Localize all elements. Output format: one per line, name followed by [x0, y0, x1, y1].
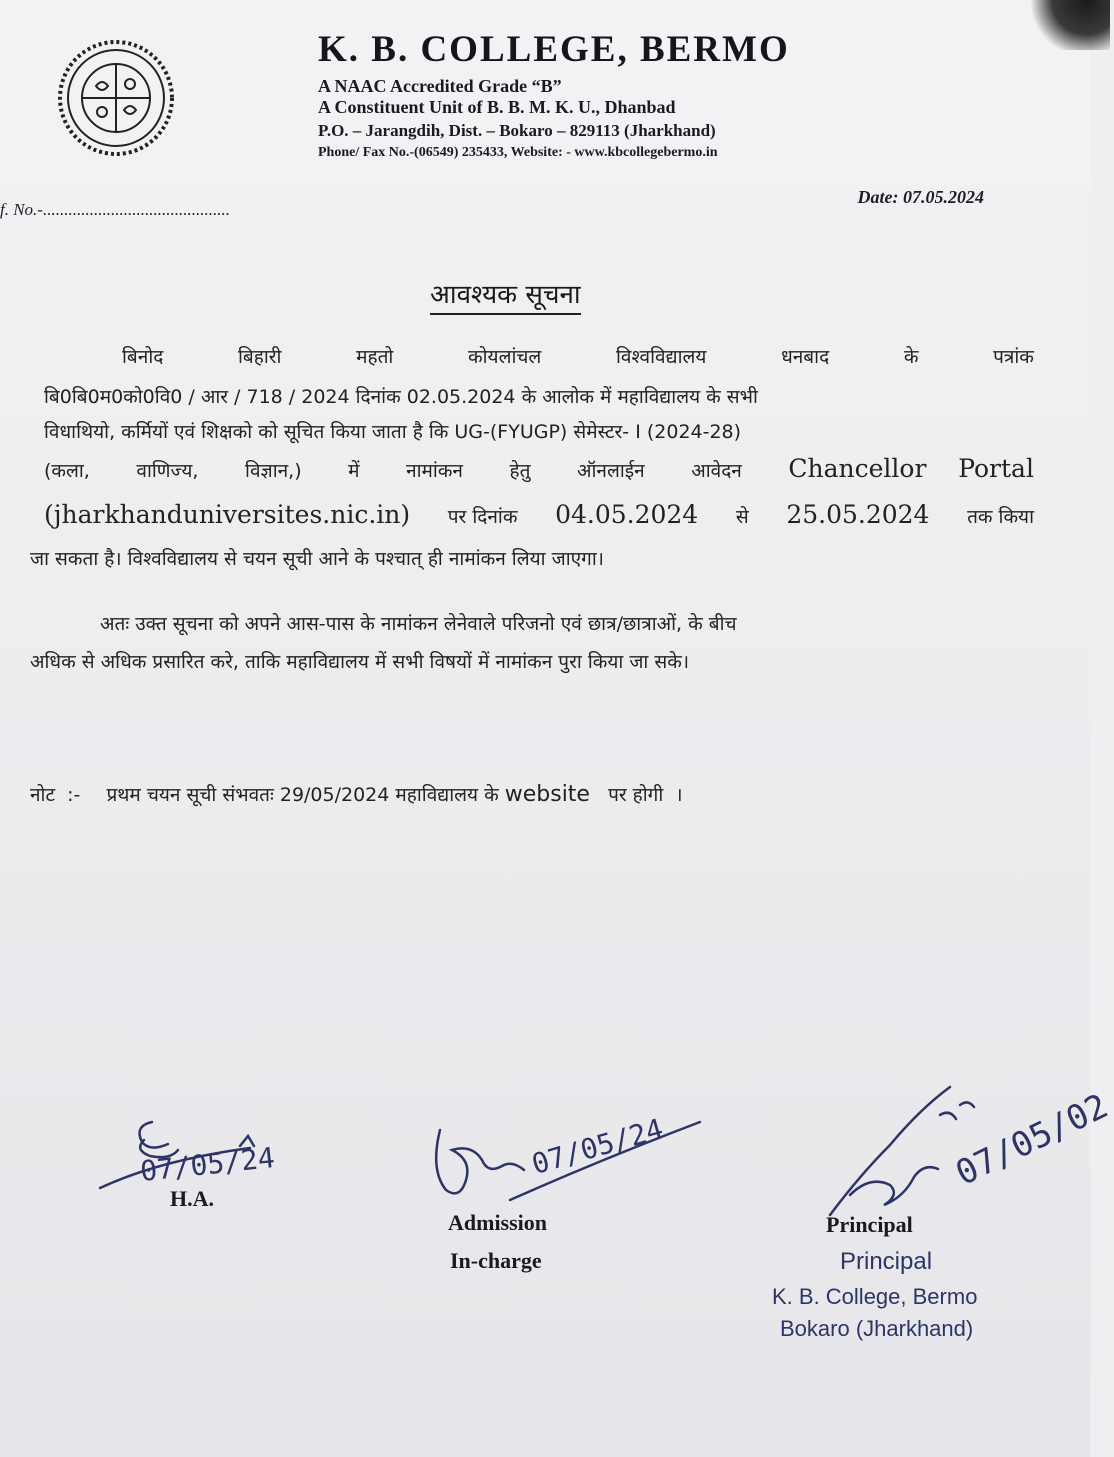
word: बिनोद: [122, 346, 164, 368]
word: हेतु: [509, 460, 531, 482]
note-line: [30, 781, 683, 807]
paragraph-1-line-6: जा सकता है। विश्वविद्यालय से चयन सूची आने के पश्चात् ही नामांकन लिया जाएगा।: [30, 548, 604, 570]
principal-stamp-line-1: Principal: [840, 1248, 933, 1275]
notice-date: Date: 07.05.2024: [857, 187, 984, 207]
word: पत्रांक: [993, 346, 1034, 368]
word: में: [348, 460, 360, 482]
word: पर दिनांक: [447, 506, 518, 528]
paragraph-2-line-1: अतः उक्त सूचना को अपने आस-पास के नामांकन लेनेवाले परिजनो एवं छात्र/छात्राओं, के बीच: [100, 613, 737, 635]
word: के: [903, 346, 919, 368]
college-name: K. B. COLLEGE, BERMO: [318, 29, 790, 70]
word: तक किया: [967, 506, 1034, 528]
word: आवेदन: [691, 460, 742, 482]
university-website: (jharkhanduniversites.nic.in): [44, 500, 411, 529]
chancellor-portal: Chancellor Portal: [788, 454, 1034, 483]
constituent-line: A Constituent Unit of B. B. M. K. U., Dhanbad: [318, 97, 676, 117]
word: विज्ञान,): [245, 460, 302, 482]
word: विश्वविद्यालय: [616, 346, 707, 368]
reference-number: f. No.-............................................: [0, 200, 230, 219]
paragraph-1-line-3: विधाथियो, कर्मियों एवं शिक्षको को सूचित किया जाता है कि UG-(FYUGP) सेमेस्टर- I (2024-28): [44, 421, 742, 443]
admission-label-2: In-charge: [450, 1248, 542, 1273]
corner-shadow: [1030, 0, 1110, 50]
word: वाणिज्य,: [136, 460, 199, 482]
admission-label-1: Admission: [448, 1210, 548, 1235]
principal-label: Principal: [826, 1212, 913, 1237]
word: बिहारी: [238, 346, 282, 368]
paragraph-2-line-2: अधिक से अधिक प्रसारित करे, ताकि महाविद्यालय में सभी विषयों में नामांकन पुरा किया जा सके।: [30, 651, 690, 673]
word: नामांकन: [406, 460, 463, 482]
ha-label: H.A.: [170, 1186, 214, 1211]
word: महतो: [356, 346, 394, 368]
ha-date-text: 07/05/24: [138, 1141, 277, 1188]
word: कोयलांचल: [468, 346, 542, 368]
accreditation-line: A NAAC Accredited Grade “B”: [318, 76, 562, 96]
college-seal-icon: [56, 38, 176, 158]
paragraph-1-line-1: [122, 343, 1034, 369]
paragraph-1-line-2: बि0बि0म0को0वि0 / आर / 718 / 2024 दिनांक 02.05.2024 के आलोक में महाविद्यालय के सभी: [44, 386, 758, 408]
word: धनबाद: [781, 346, 830, 368]
end-date: 25.05.2024: [786, 500, 930, 529]
paragraph-1-line-4: [44, 454, 1034, 483]
note-text: प्रथम चयन सूची संभवतः 29/05/2024 महाविद्यालय के: [106, 784, 499, 806]
note-end: पर होगी ।: [608, 784, 683, 806]
note-website: website: [504, 782, 590, 807]
word: से: [735, 506, 749, 528]
notice-title: आवश्यक सूचना: [430, 275, 581, 315]
principal-date-text: 07/05/02: [949, 1086, 1114, 1194]
principal-stamp-line-2: K. B. College, Bermo: [772, 1284, 978, 1309]
paragraph-1-line-5: [44, 500, 1034, 529]
note-label: नोट :-: [30, 784, 81, 806]
address-line: P.O. – Jarangdih, Dist. – Bokaro – 829113 (Jharkhand): [318, 121, 716, 140]
word: (कला,: [44, 460, 90, 482]
principal-stamp-line-3: Bokaro (Jharkhand): [780, 1316, 974, 1341]
start-date: 04.05.2024: [555, 500, 699, 529]
word: ऑनलाईन: [577, 460, 645, 482]
admission-date-text: 07/05/24: [528, 1112, 667, 1181]
contact-line: Phone/ Fax No.-(06549) 235433, Website: - www.kbcollegebermo.in: [318, 145, 718, 160]
